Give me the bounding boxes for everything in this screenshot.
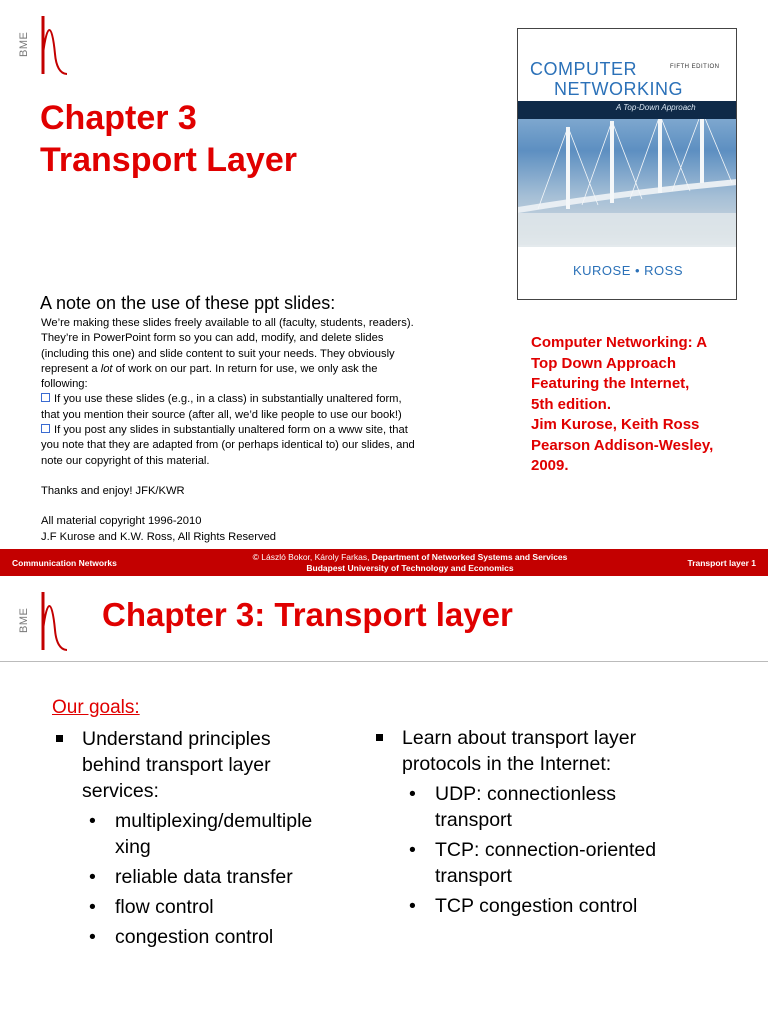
book-info-line: Jim Kurose, Keith Ross: [531, 416, 700, 433]
sub-list-item: [372, 837, 692, 889]
sub-list-item-text: • multiplexing/demultiple: [115, 810, 313, 832]
list-item-text: Understand principles: [82, 728, 271, 750]
footer-credit-line1: [180, 552, 640, 563]
note-text: If you post any slides in substantially unaltered form on a www site, that: [54, 424, 408, 437]
list-item-text: protocols in the Internet:: [402, 753, 612, 775]
sub-list-item-text: • UDP: connectionless: [435, 783, 617, 805]
sub-list-item-text: transport: [435, 865, 512, 887]
cover-title-line2: NETWORKING: [554, 79, 683, 99]
bme-logo-icon: [30, 14, 68, 78]
footer-course: Communication Networks: [12, 558, 117, 568]
note-line: that you mention their source (after all, we’d like people to use our book!): [41, 408, 402, 421]
book-info-line: 5th edition.: [531, 395, 611, 413]
cover-edition: FIFTH EDITION: [670, 64, 720, 70]
goals-left-column: [52, 726, 352, 950]
goals-heading: Our goals:: [52, 697, 140, 718]
note-bullet-2: [41, 423, 481, 438]
bme-logo-text: BME: [18, 31, 30, 57]
goals-right-column: [372, 725, 692, 919]
note-line: following:: [41, 378, 88, 391]
cover-title-line1: COMPUTER: [530, 59, 637, 79]
note-text: If you use these slides (e.g., in a class) in substantially unaltered form,: [54, 393, 402, 406]
slide-title: Chapter 3: Transport layer: [102, 596, 513, 633]
note-thanks: Thanks and enjoy! JFK/KWR: [41, 484, 185, 497]
footer-authors: © László Bokor, Károly Farkas,: [252, 552, 370, 562]
note-line: note our copyright of this material.: [41, 454, 210, 467]
sub-list-item: • TCP congestion control: [372, 893, 692, 919]
spacer: [41, 469, 481, 484]
book-info-line: Featuring the Internet,: [531, 375, 690, 392]
chapter-title: [40, 97, 297, 181]
sub-list-item: [52, 808, 352, 860]
note-body: [41, 316, 481, 545]
cover-authors: KUROSE • ROSS: [572, 263, 684, 278]
note-copyright: All material copyright 1996-2010: [41, 515, 202, 528]
bme-logo-text: BME: [18, 607, 30, 633]
sub-list-item-text: transport: [435, 809, 512, 831]
spacer: [41, 499, 481, 514]
note-line: (including this one) and slide content to suit your needs. They obviously: [41, 347, 395, 360]
slide-2: [0, 580, 768, 1024]
footer-department: Department of Networked Systems and Services: [369, 552, 568, 562]
footer-page: Transport layer 1: [687, 558, 756, 568]
cover-subtitle: A Top-Down Approach: [616, 103, 696, 112]
book-info-line: Pearson Addison-Wesley,: [531, 436, 714, 454]
note-bullet-1: [41, 392, 481, 407]
sub-list-item: • congestion control: [52, 924, 352, 950]
list-item: [372, 725, 692, 777]
note-text: represent a: [41, 362, 101, 375]
sub-list-item-text: xing: [115, 836, 151, 858]
book-info-line: Computer Networking: A: [531, 334, 708, 351]
footer-credits: [180, 552, 640, 574]
list-item: [52, 726, 352, 804]
book-info-line: Top Down Approach: [531, 354, 676, 372]
slide-footer: [0, 549, 768, 576]
list-item-text: Learn about transport layer: [402, 727, 637, 749]
note-text: of work on our part. In return for use, we only ask the: [112, 362, 378, 375]
note-line: They’re in PowerPoint form so you can add, modify, and delete slides: [41, 332, 384, 345]
book-cover: [517, 28, 737, 300]
note-line: you note that they are adapted from (or perhaps identical to) our slides, and: [41, 439, 415, 452]
footer-university: Budapest University of Technology and Economics: [306, 563, 514, 573]
note-emphasis: lot: [100, 362, 113, 375]
sub-list-item-text: • TCP: connection-oriented: [435, 839, 657, 861]
sub-list-item: [372, 781, 692, 833]
bme-logo-icon: [30, 590, 68, 654]
book-info: [531, 333, 756, 477]
sub-list-item: • flow control: [52, 894, 352, 920]
sub-list-item: • reliable data transfer: [52, 864, 352, 890]
list-item-text: behind transport layer: [82, 754, 271, 776]
chapter-title-line1: Chapter 3: [40, 99, 197, 137]
note-heading: A note on the use of these ppt slides:: [40, 293, 336, 313]
bme-logo: [18, 14, 68, 76]
title-divider: [0, 661, 768, 662]
book-info-line: 2009.: [531, 457, 569, 474]
note-line: [41, 362, 481, 377]
list-item-text: services:: [82, 780, 159, 802]
note-line: We’re making these slides freely available to all (faculty, students, readers).: [41, 317, 414, 329]
note-copyright: J.F Kurose and K.W. Ross, All Rights Reserved: [41, 530, 277, 543]
bme-logo: [18, 590, 68, 652]
chapter-title-line2: Transport Layer: [40, 141, 297, 179]
